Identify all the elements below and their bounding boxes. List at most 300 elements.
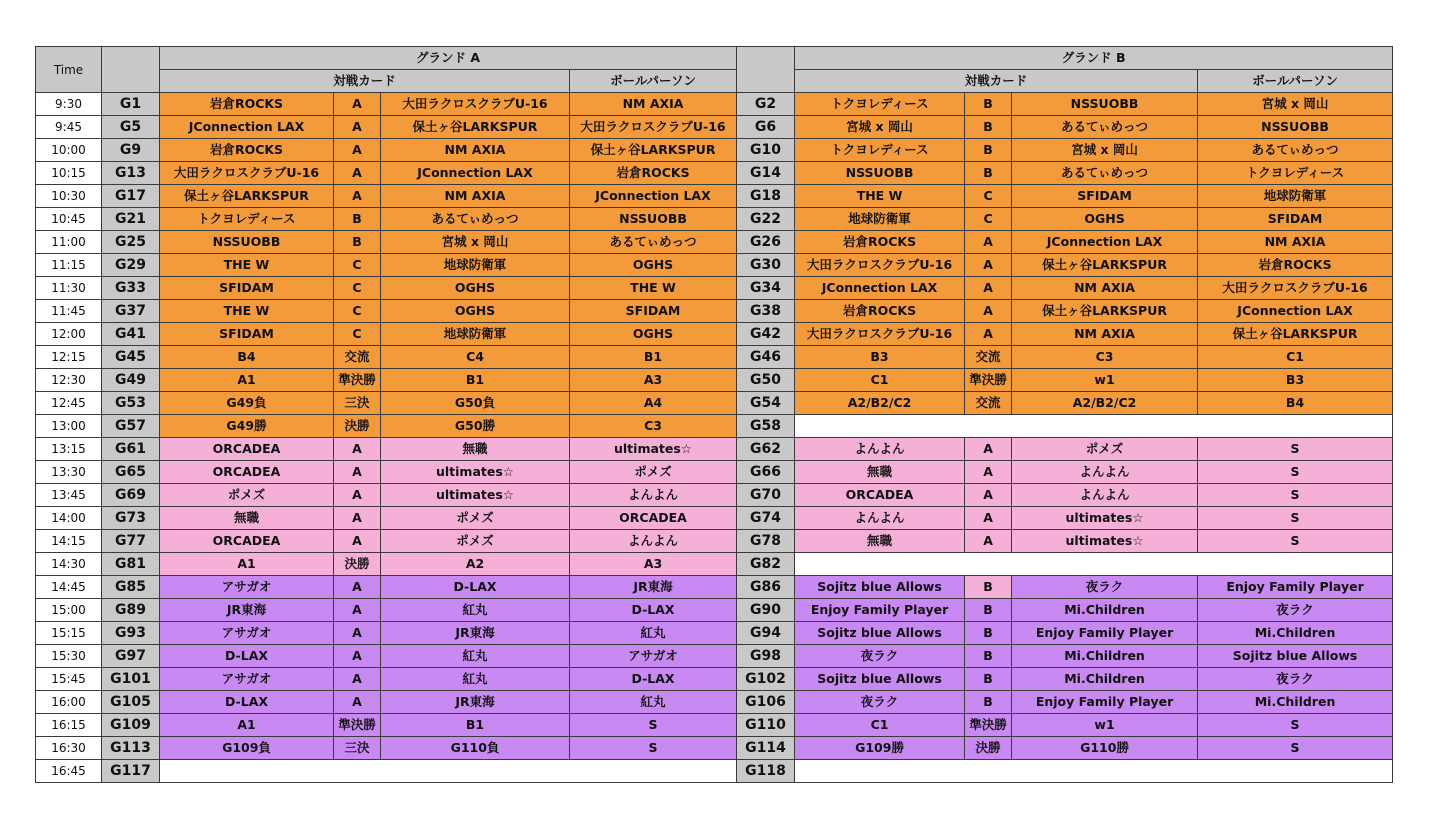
team2-a: 紅丸: [381, 645, 570, 668]
schedule-row: [36, 116, 1393, 139]
team1-a: アサガオ: [160, 622, 334, 645]
division-a: B: [334, 208, 381, 231]
time-cell: 10:15: [36, 162, 102, 185]
ball-person-a: THE W: [570, 277, 737, 300]
ball-person-b: あるてぃめっつ: [1198, 139, 1393, 162]
game-id-a: G85: [102, 576, 160, 599]
schedule-row: [36, 599, 1393, 622]
division-a: A: [334, 645, 381, 668]
team2-a: G110負: [381, 737, 570, 760]
team1-b: 無職: [795, 530, 965, 553]
game-id-b: G54: [737, 392, 795, 415]
ball-person-a: NM AXIA: [570, 93, 737, 116]
schedule-row: [36, 415, 1393, 438]
team2-a: 紅丸: [381, 599, 570, 622]
team2-b: NM AXIA: [1012, 277, 1198, 300]
schedule-row: [36, 139, 1393, 162]
team2-b: よんよん: [1012, 461, 1198, 484]
team2-b: C3: [1012, 346, 1198, 369]
team2-a: JConnection LAX: [381, 162, 570, 185]
ball-person-a: S: [570, 714, 737, 737]
division-a: C: [334, 300, 381, 323]
game-id-b: G82: [737, 553, 795, 576]
division-b: 交流: [965, 392, 1012, 415]
ball-person-a: NSSUOBB: [570, 208, 737, 231]
ball-person-b: Mi.Children: [1198, 622, 1393, 645]
division-b: B: [965, 691, 1012, 714]
time-cell: 16:00: [36, 691, 102, 714]
time-cell: 13:00: [36, 415, 102, 438]
ball-person-b: 岩倉ROCKS: [1198, 254, 1393, 277]
time-cell: 9:45: [36, 116, 102, 139]
game-id-b: G102: [737, 668, 795, 691]
ball-person-b: 夜ラク: [1198, 668, 1393, 691]
ball-person-a: A3: [570, 369, 737, 392]
team1-b: C1: [795, 714, 965, 737]
game-id-b: G118: [737, 760, 795, 783]
game-id-a: G41: [102, 323, 160, 346]
team2-a: ultimates☆: [381, 461, 570, 484]
schedule-row: [36, 231, 1393, 254]
time-cell: 16:30: [36, 737, 102, 760]
division-a: C: [334, 323, 381, 346]
team2-a: OGHS: [381, 277, 570, 300]
division-a: 三決: [334, 737, 381, 760]
ball-person-b: S: [1198, 507, 1393, 530]
team1-b: G109勝: [795, 737, 965, 760]
game-id-b: G46: [737, 346, 795, 369]
division-b: B: [965, 668, 1012, 691]
ball-person-b: 宮城 x 岡山: [1198, 93, 1393, 116]
team2-a: B1: [381, 714, 570, 737]
team2-b: Mi.Children: [1012, 668, 1198, 691]
team2-b: JConnection LAX: [1012, 231, 1198, 254]
team2-a: 地球防衛軍: [381, 254, 570, 277]
game-id-b: G74: [737, 507, 795, 530]
division-a: A: [334, 185, 381, 208]
game-id-b: G66: [737, 461, 795, 484]
game-id-b: G90: [737, 599, 795, 622]
ball-person-b: NM AXIA: [1198, 231, 1393, 254]
time-cell: 15:30: [36, 645, 102, 668]
game-id-b: G78: [737, 530, 795, 553]
division-a: B: [334, 231, 381, 254]
team2-b: よんよん: [1012, 484, 1198, 507]
game-id-a: G73: [102, 507, 160, 530]
team1-a: ORCADEA: [160, 438, 334, 461]
ball-person-a: A4: [570, 392, 737, 415]
game-id-b: G34: [737, 277, 795, 300]
division-b: C: [965, 208, 1012, 231]
division-b: A: [965, 530, 1012, 553]
team2-a: B1: [381, 369, 570, 392]
team1-a: 大田ラクロスクラブU-16: [160, 162, 334, 185]
division-a: A: [334, 576, 381, 599]
ball-person-a: ポメズ: [570, 461, 737, 484]
time-header: Time: [36, 47, 102, 93]
ball-person-b: トクヨレディース: [1198, 162, 1393, 185]
division-a: 決勝: [334, 415, 381, 438]
schedule-table: [35, 46, 1393, 783]
ball-person-b: 大田ラクロスクラブU-16: [1198, 277, 1393, 300]
division-a: 三決: [334, 392, 381, 415]
team1-a: ORCADEA: [160, 461, 334, 484]
game-id-a: G21: [102, 208, 160, 231]
team1-b: Sojitz blue Allows: [795, 668, 965, 691]
division-b: A: [965, 300, 1012, 323]
game-id-b: G58: [737, 415, 795, 438]
schedule-row: [36, 277, 1393, 300]
division-a: A: [334, 93, 381, 116]
team1-b: Sojitz blue Allows: [795, 622, 965, 645]
team1-a: JR東海: [160, 599, 334, 622]
time-cell: 13:30: [36, 461, 102, 484]
team1-a: D-LAX: [160, 645, 334, 668]
game-id-a: G53: [102, 392, 160, 415]
game-id-a: G57: [102, 415, 160, 438]
game-id-b: G2: [737, 93, 795, 116]
empty-slot-b: [795, 760, 1393, 783]
game-id-b: G114: [737, 737, 795, 760]
ball-person-b: 保土ヶ谷LARKSPUR: [1198, 323, 1393, 346]
team2-b: あるてぃめっつ: [1012, 116, 1198, 139]
schedule-row: [36, 323, 1393, 346]
team1-b: 地球防衛軍: [795, 208, 965, 231]
ball-person-a: あるてぃめっつ: [570, 231, 737, 254]
team1-a: THE W: [160, 254, 334, 277]
division-a: A: [334, 461, 381, 484]
division-b: C: [965, 185, 1012, 208]
ball-person-a: 保土ヶ谷LARKSPUR: [570, 139, 737, 162]
game-id-a: G93: [102, 622, 160, 645]
ball-person-a: SFIDAM: [570, 300, 737, 323]
team1-a: NSSUOBB: [160, 231, 334, 254]
team2-b: 夜ラク: [1012, 576, 1198, 599]
team1-a: A1: [160, 714, 334, 737]
time-cell: 15:00: [36, 599, 102, 622]
team1-b: Enjoy Family Player: [795, 599, 965, 622]
team1-b: 岩倉ROCKS: [795, 231, 965, 254]
division-b: 準決勝: [965, 714, 1012, 737]
division-b: A: [965, 231, 1012, 254]
team1-a: 岩倉ROCKS: [160, 93, 334, 116]
team1-a: 岩倉ROCKS: [160, 139, 334, 162]
division-b: 交流: [965, 346, 1012, 369]
game-id-a: G49: [102, 369, 160, 392]
ball-person-b: B4: [1198, 392, 1393, 415]
team1-a: A1: [160, 553, 334, 576]
team2-a: JR東海: [381, 691, 570, 714]
game-id-b: G86: [737, 576, 795, 599]
game-id-a: G113: [102, 737, 160, 760]
ball-person-a: ORCADEA: [570, 507, 737, 530]
division-b: A: [965, 484, 1012, 507]
time-cell: 12:30: [36, 369, 102, 392]
empty-slot-a: [160, 760, 737, 783]
team1-b: よんよん: [795, 438, 965, 461]
ball-person-a: 紅丸: [570, 691, 737, 714]
team2-b: Enjoy Family Player: [1012, 622, 1198, 645]
division-b: A: [965, 323, 1012, 346]
team1-a: JConnection LAX: [160, 116, 334, 139]
team1-a: B4: [160, 346, 334, 369]
time-cell: 13:45: [36, 484, 102, 507]
schedule-row: [36, 300, 1393, 323]
schedule-row: [36, 392, 1393, 415]
time-cell: 14:00: [36, 507, 102, 530]
team1-a: G49負: [160, 392, 334, 415]
ball-person-a: B1: [570, 346, 737, 369]
game-id-b: G94: [737, 622, 795, 645]
ground-b-header: グランド B: [795, 47, 1393, 70]
team1-a: G109負: [160, 737, 334, 760]
team2-a: 地球防衛軍: [381, 323, 570, 346]
team1-a: アサガオ: [160, 576, 334, 599]
ball-person-b: 夜ラク: [1198, 599, 1393, 622]
team1-b: 大田ラクロスクラブU-16: [795, 323, 965, 346]
team2-a: D-LAX: [381, 576, 570, 599]
schedule-row: [36, 737, 1393, 760]
time-cell: 13:15: [36, 438, 102, 461]
division-b: 準決勝: [965, 369, 1012, 392]
team2-a: 宮城 x 岡山: [381, 231, 570, 254]
game-id-a: G5: [102, 116, 160, 139]
division-a: A: [334, 622, 381, 645]
team2-b: 保土ヶ谷LARKSPUR: [1012, 300, 1198, 323]
division-b: B: [965, 116, 1012, 139]
game-id-a: G65: [102, 461, 160, 484]
time-cell: 10:45: [36, 208, 102, 231]
time-cell: 14:15: [36, 530, 102, 553]
team1-b: トクヨレディース: [795, 139, 965, 162]
team1-b: よんよん: [795, 507, 965, 530]
team1-b: B3: [795, 346, 965, 369]
team1-a: THE W: [160, 300, 334, 323]
game-id-b: G10: [737, 139, 795, 162]
team2-a: 紅丸: [381, 668, 570, 691]
team2-a: 無職: [381, 438, 570, 461]
division-a: 交流: [334, 346, 381, 369]
division-b: B: [965, 576, 1012, 599]
team1-a: 保土ヶ谷LARKSPUR: [160, 185, 334, 208]
division-a: 準決勝: [334, 369, 381, 392]
division-b: B: [965, 645, 1012, 668]
schedule-row: [36, 668, 1393, 691]
team2-a: 保土ヶ谷LARKSPUR: [381, 116, 570, 139]
game-id-b: G26: [737, 231, 795, 254]
schedule-row: [36, 185, 1393, 208]
time-cell: 15:45: [36, 668, 102, 691]
division-a: A: [334, 139, 381, 162]
game-id-a: G69: [102, 484, 160, 507]
team1-b: 夜ラク: [795, 645, 965, 668]
time-cell: 12:45: [36, 392, 102, 415]
ball-person-b: JConnection LAX: [1198, 300, 1393, 323]
division-b: A: [965, 461, 1012, 484]
game-id-a: G109: [102, 714, 160, 737]
division-b: 決勝: [965, 737, 1012, 760]
team2-b: 宮城 x 岡山: [1012, 139, 1198, 162]
schedule-row: [36, 484, 1393, 507]
time-cell: 16:15: [36, 714, 102, 737]
division-a: A: [334, 691, 381, 714]
ball-person-a: JR東海: [570, 576, 737, 599]
ball-person-a: S: [570, 737, 737, 760]
division-b: B: [965, 622, 1012, 645]
game-id-b: G14: [737, 162, 795, 185]
time-cell: 10:00: [36, 139, 102, 162]
game-id-b: G70: [737, 484, 795, 507]
team1-b: 大田ラクロスクラブU-16: [795, 254, 965, 277]
game-id-a: G25: [102, 231, 160, 254]
game-id-b: G110: [737, 714, 795, 737]
time-cell: 16:45: [36, 760, 102, 783]
ball-person-a: JConnection LAX: [570, 185, 737, 208]
schedule-row: [36, 254, 1393, 277]
game-id-a: G17: [102, 185, 160, 208]
team2-b: NM AXIA: [1012, 323, 1198, 346]
ball-person-header-a: ボールパーソン: [570, 70, 737, 93]
team2-a: ポメズ: [381, 507, 570, 530]
division-b: B: [965, 162, 1012, 185]
schedule-row: [36, 461, 1393, 484]
ball-person-a: アサガオ: [570, 645, 737, 668]
time-cell: 12:15: [36, 346, 102, 369]
match-card-header-b: 対戦カード: [795, 70, 1198, 93]
division-a: A: [334, 484, 381, 507]
game-id-a: G97: [102, 645, 160, 668]
team2-a: JR東海: [381, 622, 570, 645]
time-cell: 15:15: [36, 622, 102, 645]
team1-a: SFIDAM: [160, 277, 334, 300]
game-id-a: G33: [102, 277, 160, 300]
schedule-row: [36, 369, 1393, 392]
game-id-b: G22: [737, 208, 795, 231]
division-b: A: [965, 507, 1012, 530]
team2-b: ポメズ: [1012, 438, 1198, 461]
division-a: A: [334, 668, 381, 691]
time-cell: 10:30: [36, 185, 102, 208]
ball-person-b: Enjoy Family Player: [1198, 576, 1393, 599]
game-header-a: [102, 47, 160, 93]
team1-a: 無職: [160, 507, 334, 530]
team2-a: G50勝: [381, 415, 570, 438]
division-a: A: [334, 530, 381, 553]
ball-person-b: NSSUOBB: [1198, 116, 1393, 139]
ball-person-b: S: [1198, 461, 1393, 484]
division-b: A: [965, 438, 1012, 461]
schedule-row: [36, 645, 1393, 668]
division-b: B: [965, 139, 1012, 162]
ball-person-a: OGHS: [570, 323, 737, 346]
team2-b: ultimates☆: [1012, 507, 1198, 530]
ball-person-b: SFIDAM: [1198, 208, 1393, 231]
team1-b: A2/B2/C2: [795, 392, 965, 415]
team2-a: 大田ラクロスクラブU-16: [381, 93, 570, 116]
schedule-row: [36, 553, 1393, 576]
team1-a: トクヨレディース: [160, 208, 334, 231]
division-b: A: [965, 254, 1012, 277]
ball-person-a: D-LAX: [570, 668, 737, 691]
game-id-a: G61: [102, 438, 160, 461]
division-a: C: [334, 254, 381, 277]
ball-person-b: C1: [1198, 346, 1393, 369]
division-a: A: [334, 116, 381, 139]
team2-a: A2: [381, 553, 570, 576]
division-a: A: [334, 438, 381, 461]
division-b: A: [965, 277, 1012, 300]
team2-a: C4: [381, 346, 570, 369]
schedule-row: [36, 530, 1393, 553]
game-id-b: G6: [737, 116, 795, 139]
game-id-b: G30: [737, 254, 795, 277]
team2-b: NSSUOBB: [1012, 93, 1198, 116]
team2-a: NM AXIA: [381, 139, 570, 162]
schedule-row: [36, 438, 1393, 461]
schedule-row: [36, 622, 1393, 645]
game-id-a: G37: [102, 300, 160, 323]
team1-b: THE W: [795, 185, 965, 208]
ball-person-a: OGHS: [570, 254, 737, 277]
team1-b: C1: [795, 369, 965, 392]
team2-b: w1: [1012, 714, 1198, 737]
time-cell: 14:30: [36, 553, 102, 576]
ball-person-a: 紅丸: [570, 622, 737, 645]
team2-b: Enjoy Family Player: [1012, 691, 1198, 714]
division-b: B: [965, 599, 1012, 622]
team1-b: 無職: [795, 461, 965, 484]
ball-person-a: よんよん: [570, 484, 737, 507]
schedule-row: [36, 507, 1393, 530]
team2-b: SFIDAM: [1012, 185, 1198, 208]
team1-b: ORCADEA: [795, 484, 965, 507]
game-id-b: G50: [737, 369, 795, 392]
division-a: A: [334, 599, 381, 622]
time-cell: 11:30: [36, 277, 102, 300]
ball-person-b: Mi.Children: [1198, 691, 1393, 714]
game-id-a: G77: [102, 530, 160, 553]
team1-a: G49勝: [160, 415, 334, 438]
team1-b: トクヨレディース: [795, 93, 965, 116]
game-id-a: G45: [102, 346, 160, 369]
ball-person-a: D-LAX: [570, 599, 737, 622]
team2-b: A2/B2/C2: [1012, 392, 1198, 415]
team2-b: w1: [1012, 369, 1198, 392]
team1-b: NSSUOBB: [795, 162, 965, 185]
schedule-row: [36, 691, 1393, 714]
match-card-header-a: 対戦カード: [160, 70, 570, 93]
game-id-a: G105: [102, 691, 160, 714]
team2-a: G50負: [381, 392, 570, 415]
game-id-a: G1: [102, 93, 160, 116]
team1-b: 宮城 x 岡山: [795, 116, 965, 139]
division-a: 準決勝: [334, 714, 381, 737]
schedule-sheet: [35, 46, 1393, 783]
team2-b: OGHS: [1012, 208, 1198, 231]
ball-person-b: S: [1198, 737, 1393, 760]
game-id-a: G101: [102, 668, 160, 691]
game-id-b: G62: [737, 438, 795, 461]
division-b: B: [965, 93, 1012, 116]
team2-a: OGHS: [381, 300, 570, 323]
game-header-b: [737, 47, 795, 93]
schedule-body: [36, 93, 1393, 783]
empty-slot-b: [795, 415, 1393, 438]
team2-a: ポメズ: [381, 530, 570, 553]
ball-person-a: C3: [570, 415, 737, 438]
schedule-row: [36, 760, 1393, 783]
team2-b: G110勝: [1012, 737, 1198, 760]
